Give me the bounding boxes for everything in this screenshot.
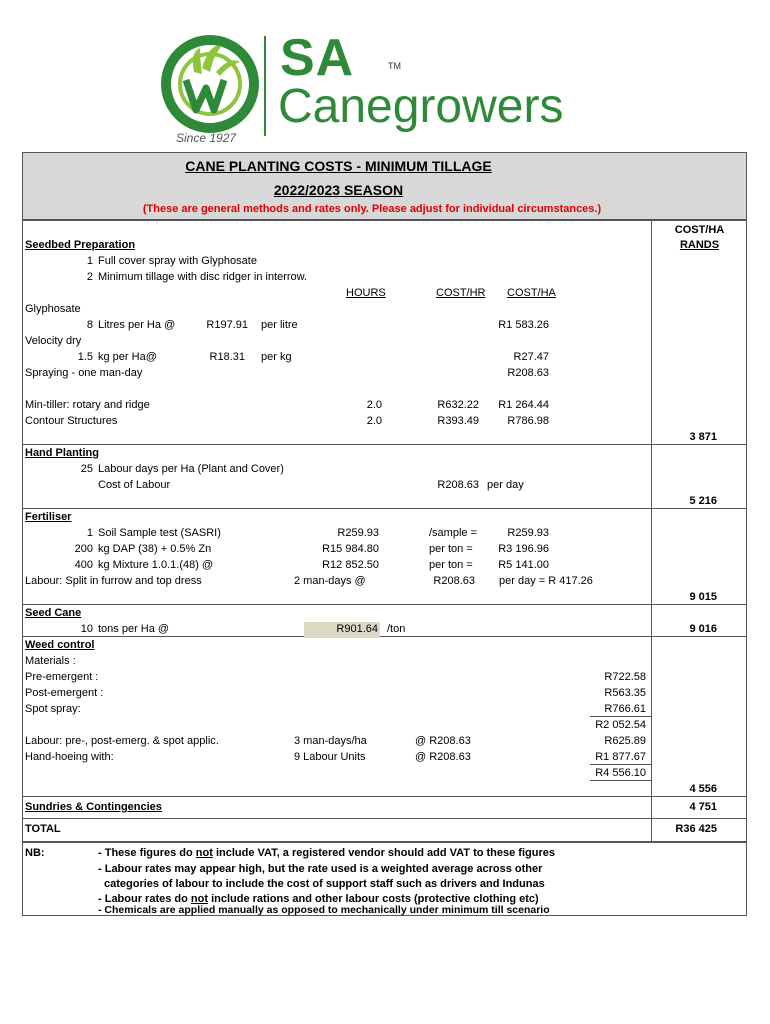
col-header-cost-hr: COST/HR — [436, 287, 486, 299]
total-label: TOTAL — [25, 823, 61, 835]
cost-ha: R1 264.44 — [498, 399, 549, 411]
weed-control-total: 4 556 — [689, 783, 717, 795]
price: R15 984.80 — [322, 543, 379, 555]
note-line-2: - Labour rates may appear high, but the rate used is a weighted average across other — [98, 863, 543, 875]
rate: R208.63 — [433, 575, 475, 587]
column-separator — [651, 220, 652, 842]
row-divider — [22, 604, 747, 605]
seed-cane-total: 9 016 — [689, 623, 717, 635]
step-number: 2 — [86, 271, 93, 283]
per: per litre — [261, 319, 298, 331]
season-title: 2022/2023 SEASON — [273, 182, 404, 198]
cost-ha: R27.47 — [513, 351, 549, 363]
qty: 200 — [74, 543, 93, 555]
note-text: - Labour rates do — [98, 893, 191, 905]
note-line-3: categories of labour to include the cost of support staff such as drivers and Indunas — [104, 878, 545, 890]
hours: 2.0 — [366, 415, 382, 427]
per: /sample = — [429, 527, 477, 539]
section-seedbed-heading: Seedbed Preparation — [25, 239, 136, 251]
row-divider — [22, 508, 747, 509]
note-emphasis: not — [195, 847, 213, 859]
note-text: include VAT, a registered vendor should add VAT to these figures — [212, 847, 555, 859]
col-header-hours: HOURS — [346, 287, 386, 299]
per: per ton = — [429, 559, 473, 571]
cost: R766.61 — [604, 703, 646, 715]
cost: R625.89 — [604, 735, 646, 747]
item-label: Labour: pre-, post-emerg. & spot applic. — [25, 735, 219, 747]
row-divider — [22, 818, 747, 819]
col-header-cost-ha: COST/HA — [507, 287, 556, 299]
rate: @ R208.63 — [415, 751, 471, 763]
cost: R563.35 — [604, 687, 646, 699]
cost-hr: R632.22 — [437, 399, 479, 411]
cost-ha: R3 196.96 — [498, 543, 549, 555]
row-divider — [22, 444, 747, 445]
labour-days: 3 man-days/ha — [294, 735, 367, 747]
item-label: tons per Ha @ — [98, 623, 170, 635]
note-line-5: - Chemicals are applied manually as opposed to mechanically under minimum till scenario — [98, 904, 550, 916]
rate: R18.31 — [209, 351, 245, 363]
fertiliser-total: 9 015 — [689, 591, 717, 603]
cost-ha: R259.93 — [507, 527, 549, 539]
hand-planting-total: 5 216 — [689, 495, 717, 507]
row-divider — [22, 636, 747, 637]
per: per ton = — [429, 543, 473, 555]
nb-label: NB: — [25, 847, 45, 859]
qty: 1.5 — [77, 351, 93, 363]
note-text: - These figures do — [98, 847, 196, 859]
price: R259.93 — [337, 527, 379, 539]
labour-units: 9 Labour Units — [294, 751, 366, 763]
seedbed-total: 3 871 — [689, 431, 717, 443]
item-label: kg Mixture 1.0.1.(48) @ — [98, 559, 214, 571]
logo-divider — [264, 36, 266, 136]
qty: 8 — [86, 319, 93, 331]
section-seed-cane-heading: Seed Cane — [25, 607, 82, 619]
item-label: kg DAP (38) + 0.5% Zn — [98, 543, 212, 555]
item-label: Cost of Labour — [98, 479, 171, 491]
rate: R208.63 — [437, 479, 479, 491]
rate: R197.91 — [206, 319, 248, 331]
item-label: Pre-emergent : — [25, 671, 99, 683]
cost-ha: R1 583.26 — [498, 319, 549, 331]
item-label: Spraying - one man-day — [25, 367, 143, 379]
note-text: include rations and other labour costs (protective clothing etc) — [208, 893, 539, 905]
section-hand-planting-heading: Hand Planting — [25, 447, 99, 459]
section-fertiliser-heading: Fertiliser — [25, 511, 72, 523]
subtotal-line — [590, 764, 651, 765]
logo-since: Since 1927 — [176, 131, 237, 145]
cost-hr: R393.49 — [437, 415, 479, 427]
row-divider — [22, 796, 747, 797]
qty: 1 — [86, 527, 93, 539]
right-col-header-2: RANDS — [679, 239, 720, 251]
item-label: Soil Sample test (SASRI) — [98, 527, 221, 539]
per: per day — [487, 479, 524, 491]
step-text: Full cover spray with Glyphosate — [98, 255, 257, 267]
right-col-header-1: COST/HA — [674, 224, 725, 236]
section-weed-control-heading: Weed control — [25, 639, 95, 651]
qty: 25 — [80, 463, 93, 475]
item-label: Labour: Split in furrow and top dress — [25, 575, 202, 587]
item-label: Min-tiller: rotary and ridge — [25, 399, 150, 411]
note-line-1 — [98, 846, 555, 860]
hours: 2.0 — [366, 399, 382, 411]
subtotal-line — [590, 716, 651, 717]
subtotal: R2 052.54 — [595, 719, 646, 731]
unit: Litres per Ha @ — [98, 319, 176, 331]
cost: R722.58 — [604, 671, 646, 683]
disclaimer: (These are general methods and rates only. Please adjust for individual circumstances.) — [142, 203, 602, 215]
item-label: Hand-hoeing with: — [25, 751, 114, 763]
sundries-label: Sundries & Contingencies — [25, 801, 162, 813]
price: R12 852.50 — [322, 559, 379, 571]
item-label: Materials : — [25, 655, 76, 667]
cost: R1 877.67 — [595, 751, 646, 763]
note-emphasis: not — [190, 893, 209, 905]
item-label: Spot spray: — [25, 703, 81, 715]
per: /ton — [387, 623, 406, 635]
item-label: Labour days per Ha (Plant and Cover) — [98, 463, 284, 475]
step-text: Minimum tillage with disc ridger in interrow. — [98, 271, 308, 283]
logo-text-sa: SA — [280, 29, 355, 87]
grand-total: R36 425 — [675, 823, 717, 835]
subtotal-line — [590, 780, 651, 781]
canegrowers-emblem-icon — [150, 28, 280, 138]
item-label: Post-emergent : — [25, 687, 104, 699]
item-label: Velocity dry — [25, 335, 82, 347]
per: per kg — [261, 351, 292, 363]
cost-ha: R786.98 — [507, 415, 549, 427]
unit: kg per Ha@ — [98, 351, 157, 363]
price: R901.64 — [336, 623, 378, 635]
item-label: Contour Structures — [25, 415, 118, 427]
qty: 400 — [74, 559, 93, 571]
sundries-total: 4 751 — [689, 801, 717, 813]
per: per day = R 417.26 — [499, 575, 593, 587]
logo-text-canegrowers: Canegrowers — [278, 80, 564, 133]
step-number: 1 — [86, 255, 93, 267]
labour-days: 2 man-days @ — [294, 575, 366, 587]
subtotal: R4 556.10 — [595, 767, 646, 779]
page-title: CANE PLANTING COSTS - MINIMUM TILLAGE — [185, 158, 492, 174]
cost-ha: R208.63 — [507, 367, 549, 379]
logo — [150, 28, 620, 148]
rate: @ R208.63 — [415, 735, 471, 747]
trademark-mark: TM — [388, 61, 401, 71]
item-label: Glyphosate — [25, 303, 81, 315]
cost-ha: R5 141.00 — [498, 559, 549, 571]
qty: 10 — [80, 623, 93, 635]
